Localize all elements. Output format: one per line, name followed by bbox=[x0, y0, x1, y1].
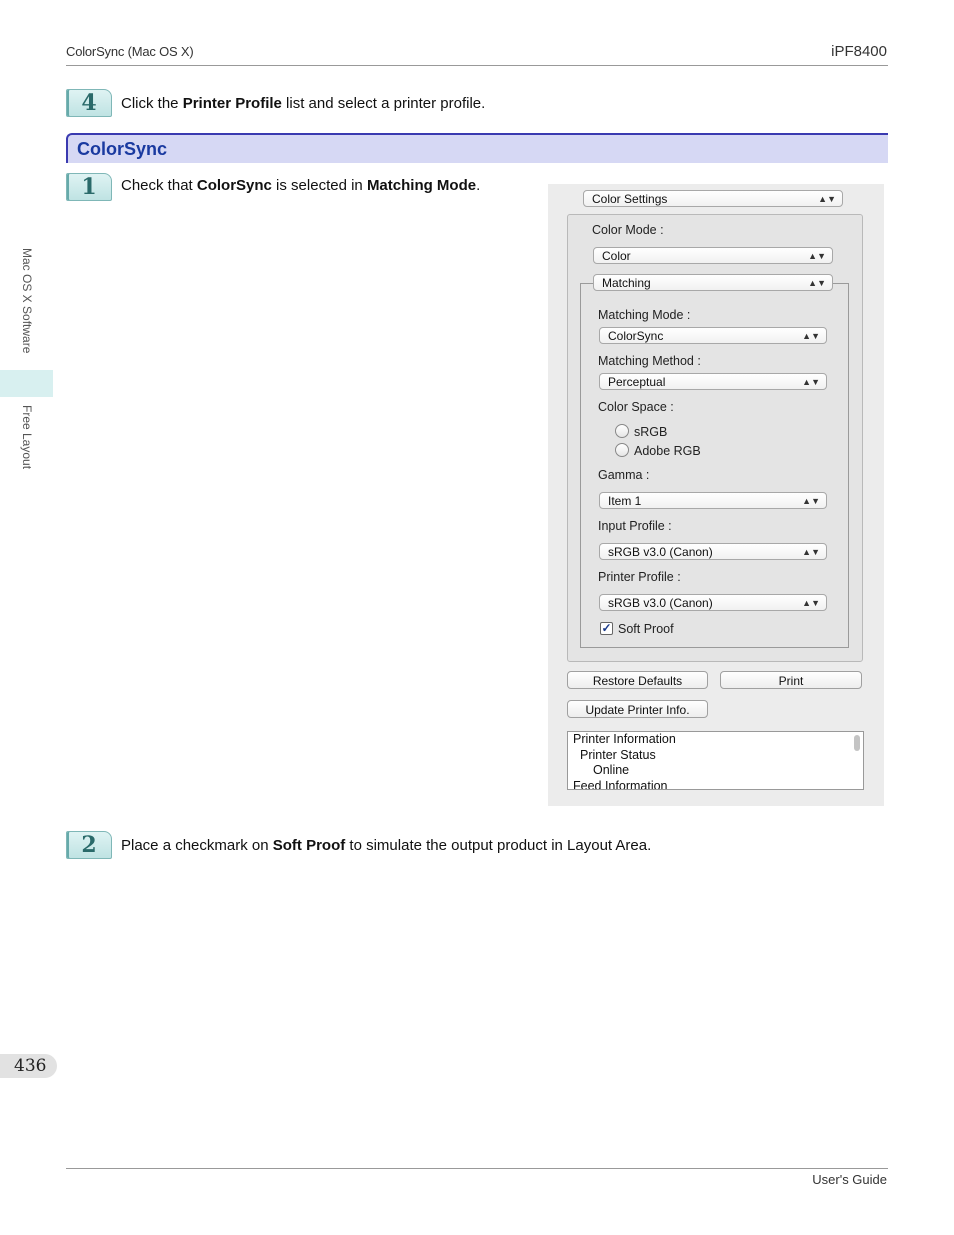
header-model: iPF8400 bbox=[831, 43, 887, 60]
printer-profile-select[interactable]: sRGB v3.0 (Canon) ▲▼ bbox=[599, 594, 827, 611]
stepper-arrows-icon: ▲▼ bbox=[802, 331, 820, 341]
gamma-label: Gamma : bbox=[598, 468, 650, 482]
section-heading-bar bbox=[66, 133, 888, 163]
header-chapter: ColorSync (Mac OS X) bbox=[66, 44, 194, 59]
input-profile-label: Input Profile : bbox=[598, 519, 672, 533]
print-button[interactable]: Print bbox=[720, 671, 862, 689]
footer-divider bbox=[66, 1168, 888, 1169]
list-item: Printer Status bbox=[580, 747, 656, 762]
restore-defaults-button[interactable]: Restore Defaults bbox=[567, 671, 708, 689]
printer-info-list[interactable] bbox=[567, 731, 864, 790]
update-printer-info-button[interactable]: Update Printer Info. bbox=[567, 700, 708, 718]
list-item: Printer Information bbox=[573, 732, 676, 746]
color-space-label: Color Space : bbox=[598, 400, 674, 414]
page-number: 436 bbox=[0, 1054, 57, 1078]
matching-method-select[interactable]: Perceptual ▲▼ bbox=[599, 373, 827, 390]
stepper-arrows-icon: ▲▼ bbox=[808, 278, 826, 288]
color-mode-select[interactable]: Color ▲▼ bbox=[593, 247, 833, 264]
step-number-4: 4 bbox=[66, 89, 112, 117]
gamma-select[interactable]: Item 1 ▲▼ bbox=[599, 492, 827, 509]
color-mode-label: Color Mode : bbox=[592, 223, 664, 237]
step-2-text: Place a checkmark on Soft Proof to simulate the output product in Layout Area. bbox=[121, 837, 652, 854]
matching-mode-select[interactable]: ColorSync ▲▼ bbox=[599, 327, 827, 344]
input-profile-select[interactable]: sRGB v3.0 (Canon) ▲▼ bbox=[599, 543, 827, 560]
color-settings-select[interactable]: Color Settings ▲▼ bbox=[583, 190, 843, 207]
radio-adobe-rgb-label: Adobe RGB bbox=[634, 444, 701, 458]
checkmark-icon: ✓ bbox=[601, 621, 612, 635]
side-tab-marker bbox=[0, 370, 53, 397]
radio-adobe-rgb[interactable] bbox=[615, 443, 629, 457]
matching-select[interactable]: Matching ▲▼ bbox=[593, 274, 833, 291]
stepper-arrows-icon: ▲▼ bbox=[802, 547, 820, 557]
step-1-text: Check that ColorSync is selected in Matching Mode. bbox=[121, 177, 481, 194]
list-scrollbar[interactable] bbox=[854, 735, 860, 751]
stepper-arrows-icon: ▲▼ bbox=[818, 194, 836, 204]
stepper-arrows-icon: ▲▼ bbox=[808, 251, 826, 261]
list-item: Feed Information bbox=[573, 778, 668, 790]
stepper-arrows-icon: ▲▼ bbox=[802, 377, 820, 387]
step-number-1: 1 bbox=[66, 173, 112, 201]
radio-srgb-label: sRGB bbox=[634, 425, 668, 439]
matching-mode-label: Matching Mode : bbox=[598, 308, 691, 322]
footer-guide-title: User's Guide bbox=[812, 1172, 887, 1187]
side-label-mac-software: Mac OS X Software bbox=[20, 248, 34, 354]
step-4-text: Click the Printer Profile list and select a printer profile. bbox=[121, 95, 486, 112]
soft-proof-label: Soft Proof bbox=[618, 622, 674, 636]
header-divider bbox=[66, 65, 888, 66]
step-number-2: 2 bbox=[66, 831, 112, 859]
section-title: ColorSync bbox=[77, 139, 168, 159]
printer-profile-label: Printer Profile : bbox=[598, 570, 681, 584]
stepper-arrows-icon: ▲▼ bbox=[802, 496, 820, 506]
list-item: Online bbox=[593, 763, 630, 777]
matching-method-label: Matching Method : bbox=[598, 354, 701, 368]
soft-proof-checkbox[interactable] bbox=[600, 622, 613, 635]
stepper-arrows-icon: ▲▼ bbox=[802, 598, 820, 608]
side-label-free-layout: Free Layout bbox=[20, 405, 34, 470]
radio-srgb[interactable] bbox=[615, 424, 629, 438]
